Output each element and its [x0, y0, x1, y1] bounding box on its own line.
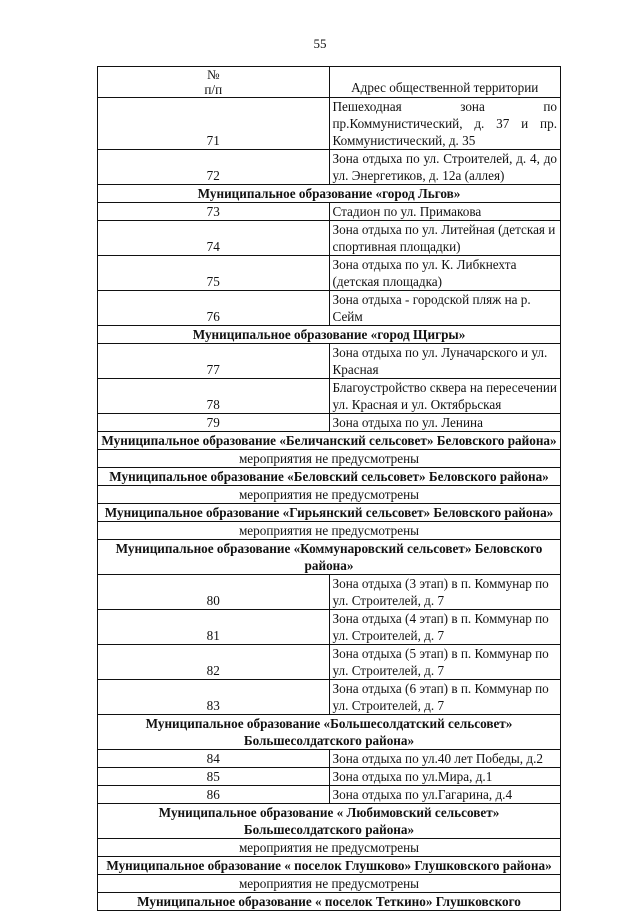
header-number-abbrev: п/п	[204, 82, 223, 97]
section-heading-row	[98, 857, 561, 875]
row-number-cell: 74	[98, 221, 330, 256]
table-row	[98, 379, 561, 414]
row-number-cell: 71	[98, 98, 330, 150]
section-heading-cell: Муниципальное образование «Беличанский сельсовет» Беловского района»	[98, 432, 561, 450]
section-heading-cell: Муниципальное образование «Гирьянский сельсовет» Беловского района»	[98, 504, 561, 522]
row-address-cell: Зона отдыха (3 этап) в п. Коммунар по ул. Строителей, д. 7	[329, 575, 561, 610]
public-territories-table	[97, 66, 561, 911]
row-address-cell: Пешеходная зона по пр.Коммунистический, д. 37 и пр. Коммунистический, д. 35	[329, 98, 561, 150]
page-number: 55	[313, 36, 327, 51]
row-address-cell: Зона отдыха по ул.Мира, д.1	[329, 768, 561, 786]
section-heading-row	[98, 468, 561, 486]
row-address-cell: Зона отдыха по ул.Гагарина, д.4	[329, 786, 561, 804]
section-heading-row	[98, 504, 561, 522]
section-heading-row	[98, 326, 561, 344]
section-heading-cell: Муниципальное образование «Беловский сельсовет» Беловского района»	[98, 468, 561, 486]
note-cell: мероприятия не предусмотрены	[98, 875, 561, 893]
row-address-cell: Зона отдыха - городской пляж на р. Сейм	[329, 291, 561, 326]
row-address-cell: Зона отдыха по ул. Литейная (детская и спортивная площадки)	[329, 221, 561, 256]
row-number-cell: 72	[98, 150, 330, 185]
row-address-cell: Благоустройство сквера на пересечении ул. Красная и ул. Октябрьская	[329, 379, 561, 414]
note-row	[98, 522, 561, 540]
table-row	[98, 414, 561, 432]
row-address-cell: Зона отдыха (5 этап) в п. Коммунар по ул. Строителей, д. 7	[329, 645, 561, 680]
row-number-cell: 85	[98, 768, 330, 786]
section-heading-cell: Муниципальное образование «Коммунаровский сельсовет» Беловского района»	[98, 540, 561, 575]
table-row	[98, 768, 561, 786]
section-heading-row	[98, 540, 561, 575]
table-row	[98, 98, 561, 150]
header-number-symbol: №	[206, 67, 220, 82]
row-number-cell: 84	[98, 750, 330, 768]
section-heading-cell: Муниципальное образование «город Льгов»	[98, 185, 561, 203]
row-address-cell: Зона отдыха по ул. Луначарского и ул. Красная	[329, 344, 561, 379]
note-cell: мероприятия не предусмотрены	[98, 522, 561, 540]
note-cell: мероприятия не предусмотрены	[98, 839, 561, 857]
row-number-cell: 73	[98, 203, 330, 221]
section-heading-row	[98, 893, 561, 911]
table-row	[98, 786, 561, 804]
row-number-cell: 80	[98, 575, 330, 610]
note-row	[98, 875, 561, 893]
row-address-cell: Зона отдыха (6 этап) в п. Коммунар по ул. Строителей, д. 7	[329, 680, 561, 715]
row-address-cell: Зона отдыха по ул. Ленина	[329, 414, 561, 432]
row-number-cell: 81	[98, 610, 330, 645]
header-address-cell: Адрес общественной территории	[329, 67, 561, 98]
row-address-cell: Зона отдыха по ул. К. Либкнехта (детская площадка)	[329, 256, 561, 291]
row-number-cell: 79	[98, 414, 330, 432]
table-row	[98, 344, 561, 379]
row-address-cell: Зона отдыха по ул.40 лет Победы, д.2	[329, 750, 561, 768]
section-heading-cell: Муниципальное образование « поселок Теткино» Глушковского	[98, 893, 561, 911]
table-body	[98, 67, 561, 911]
section-heading-row	[98, 432, 561, 450]
table-row	[98, 610, 561, 645]
row-number-cell: 83	[98, 680, 330, 715]
note-cell: мероприятия не предусмотрены	[98, 450, 561, 468]
row-number-cell: 82	[98, 645, 330, 680]
row-address-cell: Зона отдыха (4 этап) в п. Коммунар по ул. Строителей, д. 7	[329, 610, 561, 645]
row-number-cell: 86	[98, 786, 330, 804]
section-heading-row	[98, 804, 561, 839]
table-row	[98, 645, 561, 680]
table-row	[98, 221, 561, 256]
row-address-cell: Стадион по ул. Примакова	[329, 203, 561, 221]
table-row	[98, 150, 561, 185]
row-number-cell: 76	[98, 291, 330, 326]
row-number-cell: 77	[98, 344, 330, 379]
section-heading-row	[98, 715, 561, 750]
section-heading-cell: Муниципальное образование « поселок Глушково» Глушковского района»	[98, 857, 561, 875]
table-row	[98, 203, 561, 221]
section-heading-cell: Муниципальное образование «город Щигры»	[98, 326, 561, 344]
table-header-row	[98, 67, 561, 98]
note-row	[98, 839, 561, 857]
row-number-cell: 78	[98, 379, 330, 414]
note-cell: мероприятия не предусмотрены	[98, 486, 561, 504]
section-heading-cell: Муниципальное образование « Любимовский сельсовет» Большесолдатского района»	[98, 804, 561, 839]
table-row	[98, 750, 561, 768]
row-number-cell: 75	[98, 256, 330, 291]
table-row	[98, 575, 561, 610]
note-row	[98, 450, 561, 468]
table-row	[98, 256, 561, 291]
section-heading-cell: Муниципальное образование «Большесолдатский сельсовет» Большесолдатского района»	[98, 715, 561, 750]
row-address-cell: Зона отдыха по ул. Строителей, д. 4, до ул. Энергетиков, д. 12а (аллея)	[329, 150, 561, 185]
note-row	[98, 486, 561, 504]
table-row	[98, 291, 561, 326]
header-number-cell	[98, 67, 330, 98]
section-heading-row	[98, 185, 561, 203]
table-row	[98, 680, 561, 715]
